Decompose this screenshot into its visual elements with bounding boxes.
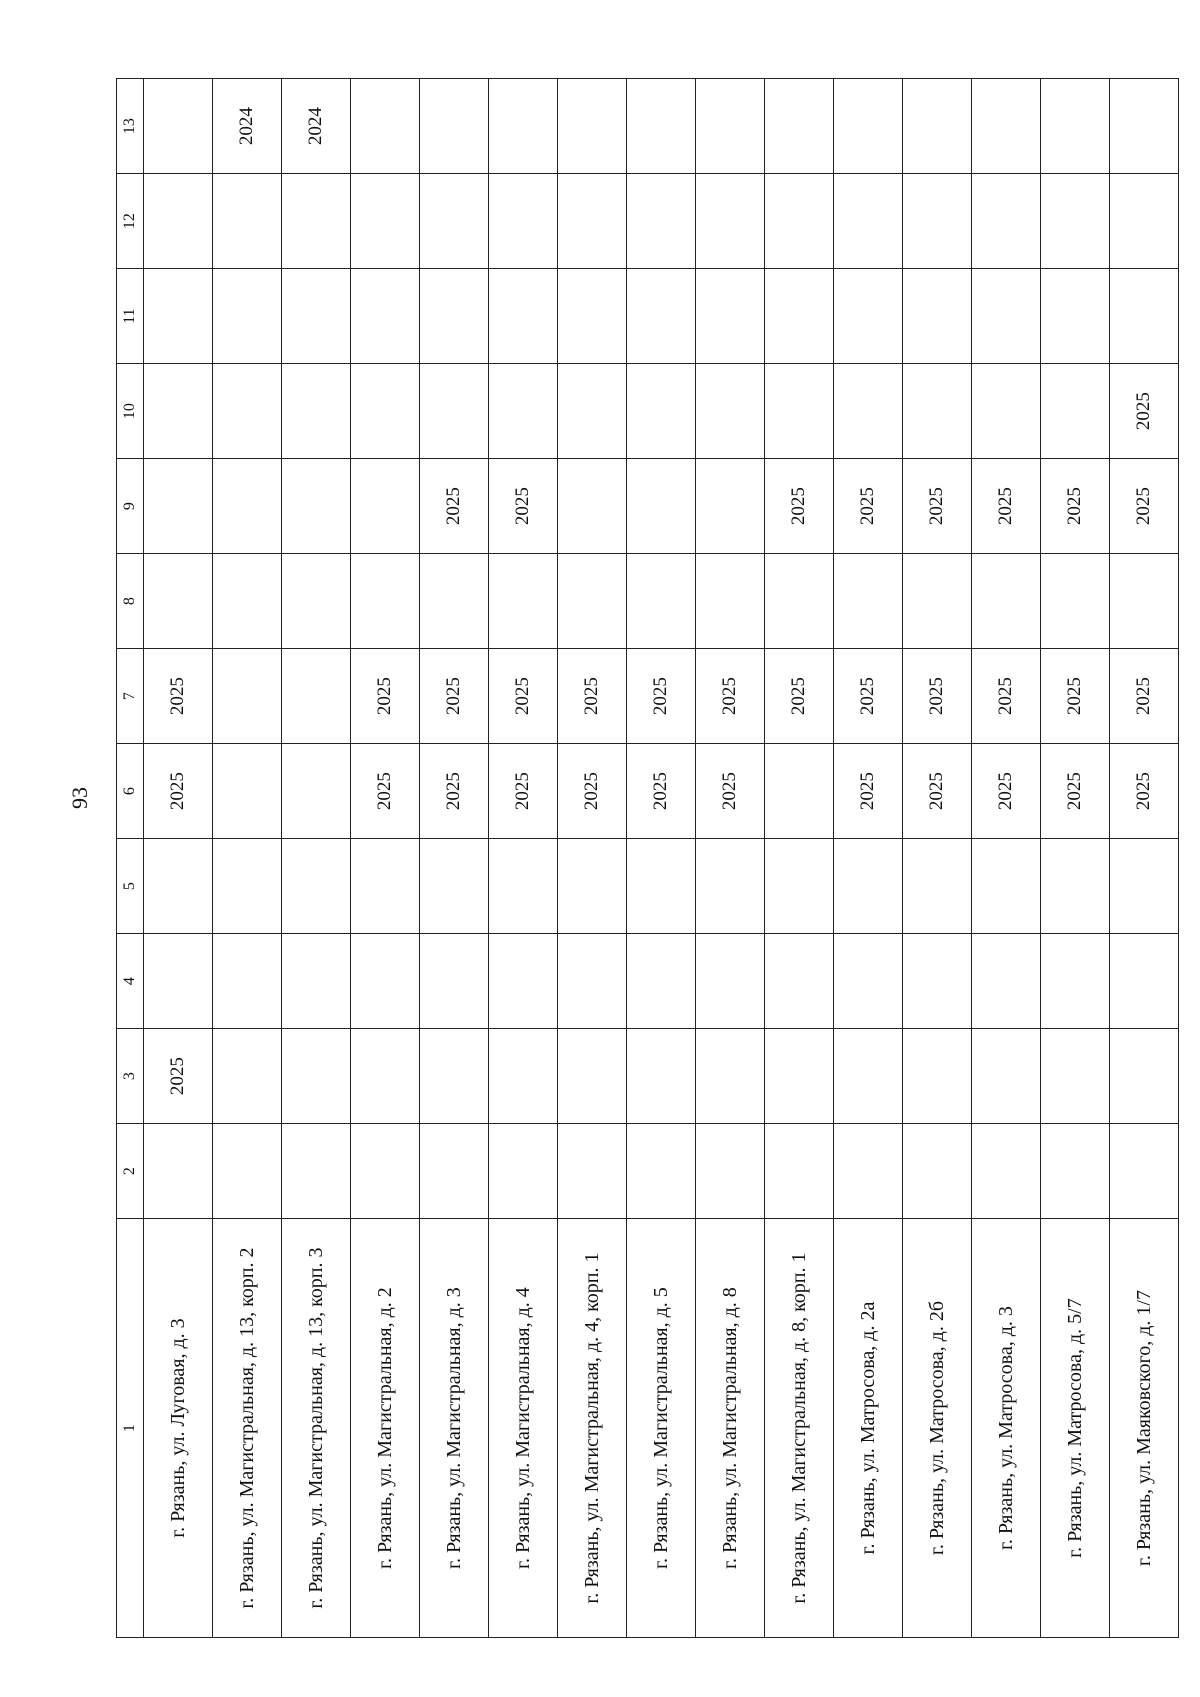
year-cell: [1041, 839, 1110, 934]
year-cell: 2025: [144, 744, 213, 839]
year-cell: 2025: [903, 649, 972, 744]
year-cell: [558, 269, 627, 364]
table-row: [627, 79, 696, 1638]
year-cell: [489, 79, 558, 174]
year-cell: 2025: [420, 649, 489, 744]
year-cell: [1041, 269, 1110, 364]
year-cell: [765, 269, 834, 364]
table-row: [144, 79, 213, 1638]
year-cell: [1041, 1029, 1110, 1124]
year-cell: [627, 839, 696, 934]
year-cell: [282, 554, 351, 649]
year-cell: 2024: [282, 79, 351, 174]
year-cell: [144, 79, 213, 174]
year-cell: [696, 1124, 765, 1219]
year-cell: [420, 554, 489, 649]
year-cell: [834, 269, 903, 364]
year-cell: [213, 554, 282, 649]
column-header: 10: [117, 364, 144, 459]
year-cell: 2024: [213, 79, 282, 174]
year-cell: 2025: [834, 744, 903, 839]
column-header: 12: [117, 174, 144, 269]
address-cell: г. Рязань, ул. Матросова, д. 2а: [834, 1219, 903, 1638]
year-cell: [213, 934, 282, 1029]
year-cell: [765, 554, 834, 649]
table-row: [351, 79, 420, 1638]
address-cell: г. Рязань, ул. Магистральная, д. 4, корп. 1: [558, 1219, 627, 1638]
year-cell: [213, 744, 282, 839]
table-row: [213, 79, 282, 1638]
year-cell: [972, 839, 1041, 934]
year-cell: [282, 744, 351, 839]
year-cell: [213, 1029, 282, 1124]
year-cell: 2025: [972, 649, 1041, 744]
year-cell: [972, 1029, 1041, 1124]
year-cell: [765, 364, 834, 459]
year-cell: [765, 1029, 834, 1124]
year-cell: 2025: [144, 649, 213, 744]
year-cell: [351, 1029, 420, 1124]
year-cell: [351, 934, 420, 1029]
year-cell: [1041, 174, 1110, 269]
year-cell: 2025: [144, 1029, 213, 1124]
year-cell: [1041, 79, 1110, 174]
table-row: [489, 79, 558, 1638]
year-cell: [351, 364, 420, 459]
year-cell: 2025: [558, 744, 627, 839]
year-cell: 2025: [765, 459, 834, 554]
year-cell: [903, 1029, 972, 1124]
column-header: 5: [117, 839, 144, 934]
year-cell: [972, 934, 1041, 1029]
year-cell: [144, 839, 213, 934]
year-cell: [972, 79, 1041, 174]
year-cell: [489, 174, 558, 269]
column-header: 1: [117, 1219, 144, 1638]
year-cell: [1041, 554, 1110, 649]
year-cell: [213, 174, 282, 269]
year-cell: [765, 79, 834, 174]
year-cell: [282, 839, 351, 934]
year-cell: [1110, 554, 1179, 649]
year-cell: [282, 269, 351, 364]
year-cell: [627, 79, 696, 174]
year-cell: [144, 364, 213, 459]
year-cell: 2025: [696, 649, 765, 744]
year-cell: 2025: [420, 744, 489, 839]
column-header: 7: [117, 649, 144, 744]
column-header: 9: [117, 459, 144, 554]
data-table-sheet: [116, 78, 1155, 1638]
column-header: 8: [117, 554, 144, 649]
year-cell: [282, 364, 351, 459]
year-cell: [903, 1124, 972, 1219]
year-cell: [351, 554, 420, 649]
year-cell: [282, 649, 351, 744]
table-body: [117, 79, 1179, 1638]
column-header: 13: [117, 79, 144, 174]
table-row: [558, 79, 627, 1638]
year-cell: 2025: [696, 744, 765, 839]
year-cell: [696, 269, 765, 364]
year-cell: [834, 1029, 903, 1124]
page-number: 93: [67, 787, 92, 809]
year-cell: [213, 1124, 282, 1219]
year-cell: 2025: [351, 744, 420, 839]
year-cell: [1110, 1124, 1179, 1219]
table-row: [1041, 79, 1110, 1638]
table-row: [282, 79, 351, 1638]
year-cell: [351, 839, 420, 934]
year-cell: [420, 934, 489, 1029]
year-cell: [972, 364, 1041, 459]
address-cell: г. Рязань, ул. Магистральная, д. 5: [627, 1219, 696, 1638]
year-cell: 2025: [1041, 459, 1110, 554]
year-cell: [213, 649, 282, 744]
year-cell: 2025: [834, 459, 903, 554]
table-row: [972, 79, 1041, 1638]
year-cell: [489, 554, 558, 649]
table-row: [420, 79, 489, 1638]
year-cell: [144, 174, 213, 269]
year-cell: [558, 459, 627, 554]
year-cell: [696, 1029, 765, 1124]
year-cell: 2025: [972, 459, 1041, 554]
year-cell: [972, 554, 1041, 649]
year-cell: [972, 269, 1041, 364]
year-cell: [420, 174, 489, 269]
year-cell: [420, 1029, 489, 1124]
year-cell: [420, 1124, 489, 1219]
year-cell: [351, 459, 420, 554]
column-header: 4: [117, 934, 144, 1029]
year-cell: [282, 934, 351, 1029]
year-cell: 2025: [489, 459, 558, 554]
year-cell: [558, 79, 627, 174]
year-cell: [765, 174, 834, 269]
year-cell: [213, 459, 282, 554]
year-cell: [696, 839, 765, 934]
year-cell: [1041, 364, 1110, 459]
year-cell: [972, 1124, 1041, 1219]
year-cell: [765, 744, 834, 839]
year-cell: [420, 364, 489, 459]
year-cell: [834, 934, 903, 1029]
year-cell: 2025: [1041, 649, 1110, 744]
year-cell: [351, 79, 420, 174]
year-cell: [420, 839, 489, 934]
year-cell: [351, 269, 420, 364]
address-cell: г. Рязань, ул. Магистральная, д. 13, корп. 3: [282, 1219, 351, 1638]
year-cell: [144, 934, 213, 1029]
year-cell: [834, 1124, 903, 1219]
year-cell: 2025: [834, 649, 903, 744]
address-cell: г. Рязань, ул. Магистральная, д. 13, корп. 2: [213, 1219, 282, 1638]
year-cell: [627, 1124, 696, 1219]
year-cell: [144, 269, 213, 364]
year-cell: [351, 1124, 420, 1219]
year-cell: 2025: [489, 744, 558, 839]
year-cell: [627, 174, 696, 269]
year-cell: [213, 364, 282, 459]
year-cell: [489, 364, 558, 459]
year-cell: [903, 79, 972, 174]
year-cell: [489, 269, 558, 364]
year-cell: [696, 554, 765, 649]
year-cell: 2025: [1110, 459, 1179, 554]
year-cell: [627, 934, 696, 1029]
year-cell: [558, 839, 627, 934]
table-row: [834, 79, 903, 1638]
year-cell: [558, 934, 627, 1029]
year-cell: [1041, 934, 1110, 1029]
year-cell: [627, 1029, 696, 1124]
year-cell: [1110, 269, 1179, 364]
address-cell: г. Рязань, ул. Магистральная, д. 2: [351, 1219, 420, 1638]
year-cell: [1110, 934, 1179, 1029]
data-table: [116, 78, 1179, 1638]
year-cell: [420, 269, 489, 364]
year-cell: [972, 174, 1041, 269]
address-cell: г. Рязань, ул. Маяковского, д. 1/7: [1110, 1219, 1179, 1638]
year-cell: [834, 174, 903, 269]
year-cell: [903, 269, 972, 364]
year-cell: [627, 269, 696, 364]
year-cell: [834, 79, 903, 174]
year-cell: [834, 554, 903, 649]
year-cell: [1041, 1124, 1110, 1219]
address-cell: г. Рязань, ул. Матросова, д. 3: [972, 1219, 1041, 1638]
year-cell: [903, 364, 972, 459]
year-cell: [903, 554, 972, 649]
year-cell: [282, 1029, 351, 1124]
year-cell: [903, 839, 972, 934]
year-cell: [696, 934, 765, 1029]
year-cell: 2025: [903, 459, 972, 554]
table-row: [696, 79, 765, 1638]
year-cell: [282, 459, 351, 554]
year-cell: 2025: [1041, 744, 1110, 839]
year-cell: [834, 364, 903, 459]
column-header: 6: [117, 744, 144, 839]
year-cell: [1110, 174, 1179, 269]
year-cell: [489, 1124, 558, 1219]
year-cell: 2025: [1110, 649, 1179, 744]
year-cell: [489, 1029, 558, 1124]
year-cell: 2025: [972, 744, 1041, 839]
year-cell: [489, 839, 558, 934]
year-cell: [765, 839, 834, 934]
year-cell: 2025: [1110, 744, 1179, 839]
year-cell: [282, 1124, 351, 1219]
year-cell: [903, 934, 972, 1029]
address-cell: г. Рязань, ул. Магистральная, д. 3: [420, 1219, 489, 1638]
year-cell: [558, 174, 627, 269]
table-header-row: [117, 79, 144, 1638]
table-row: [765, 79, 834, 1638]
year-cell: [282, 174, 351, 269]
year-cell: [144, 1124, 213, 1219]
year-cell: [144, 459, 213, 554]
year-cell: [765, 1124, 834, 1219]
year-cell: 2025: [627, 649, 696, 744]
year-cell: [903, 174, 972, 269]
year-cell: 2025: [420, 459, 489, 554]
column-header: 2: [117, 1124, 144, 1219]
year-cell: [213, 269, 282, 364]
year-cell: 2025: [558, 649, 627, 744]
year-cell: [213, 839, 282, 934]
year-cell: [558, 1029, 627, 1124]
year-cell: [627, 459, 696, 554]
year-cell: [696, 364, 765, 459]
year-cell: 2025: [765, 649, 834, 744]
address-cell: г. Рязань, ул. Магистральная, д. 8, корп. 1: [765, 1219, 834, 1638]
year-cell: 2025: [627, 744, 696, 839]
year-cell: [420, 79, 489, 174]
table-row: [1110, 79, 1179, 1638]
year-cell: [1110, 1029, 1179, 1124]
address-cell: г. Рязань, ул. Матросова, д. 2б: [903, 1219, 972, 1638]
year-cell: [627, 554, 696, 649]
column-header: 11: [117, 269, 144, 364]
year-cell: [1110, 79, 1179, 174]
year-cell: 2025: [489, 649, 558, 744]
year-cell: 2025: [903, 744, 972, 839]
table-row: [903, 79, 972, 1638]
address-cell: г. Рязань, ул. Магистральная, д. 4: [489, 1219, 558, 1638]
column-header: 3: [117, 1029, 144, 1124]
year-cell: [558, 1124, 627, 1219]
year-cell: [696, 174, 765, 269]
year-cell: 2025: [1110, 364, 1179, 459]
address-cell: г. Рязань, ул. Луговая, д. 3: [144, 1219, 213, 1638]
year-cell: [696, 79, 765, 174]
year-cell: [834, 839, 903, 934]
address-cell: г. Рязань, ул. Матросова, д. 5/7: [1041, 1219, 1110, 1638]
year-cell: [351, 174, 420, 269]
year-cell: [696, 459, 765, 554]
year-cell: [144, 554, 213, 649]
year-cell: [558, 554, 627, 649]
year-cell: 2025: [351, 649, 420, 744]
year-cell: [558, 364, 627, 459]
year-cell: [1110, 839, 1179, 934]
address-cell: г. Рязань, ул. Магистральная, д. 8: [696, 1219, 765, 1638]
year-cell: [765, 934, 834, 1029]
year-cell: [627, 364, 696, 459]
year-cell: [489, 934, 558, 1029]
